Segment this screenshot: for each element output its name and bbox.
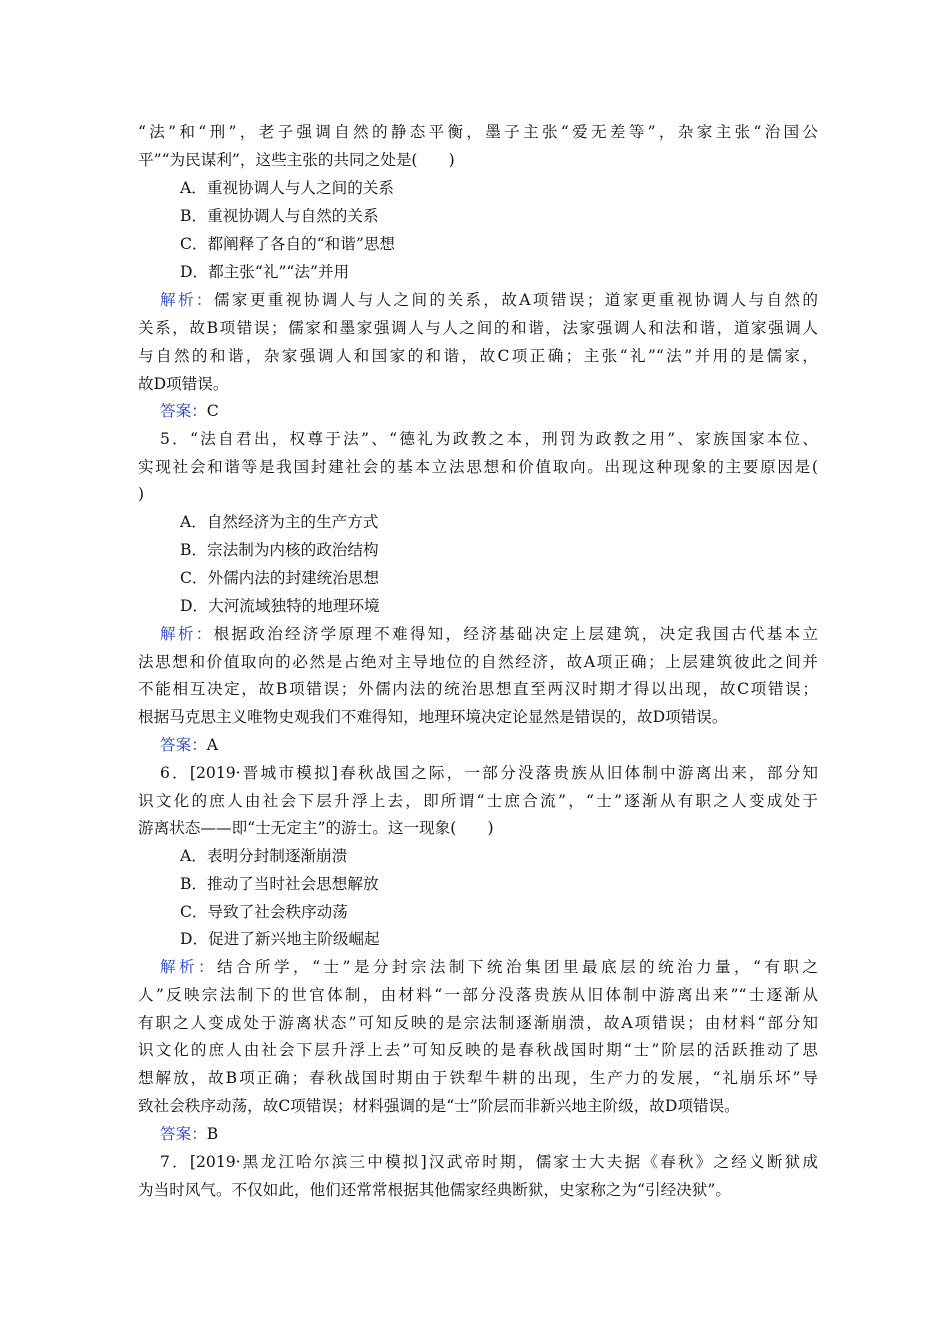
q7-stem-line: 为当时风气。不仅如此，他们还常常根据其他儒家经典断狱，史家称之为“引经决狱”。 [138, 1181, 731, 1199]
answer-value: A [206, 736, 219, 754]
q5-analysis-line [160, 624, 818, 644]
q6-stem-line: 6．[2019·晋城市模拟]春秋战国之际，一部分没落贵族从旧体制中游离出来，部分知 [160, 764, 818, 782]
answer-value: B [206, 1125, 219, 1143]
q4-analysis-line: 与自然的和谐，杂家强调人和国家的和谐，故C项正确；主张“礼”“法”并用的是儒家， [138, 347, 818, 365]
q6-analysis-line: 人”反映宗法制下的世官体制，由材料“一部分没落贵族从旧体制中游离出来”“士逐渐从 [138, 986, 818, 1004]
q6-analysis-line: 有职之人变成处于游离状态”可知反映的是宗法制逐渐崩溃，故A项错误；由材料“部分知 [138, 1014, 818, 1032]
q5-option-b: B．宗法制为内核的政治结构 [180, 541, 379, 559]
q4-analysis-line [160, 290, 818, 310]
q5-analysis-line: 根据马克思主义唯物史观我们不难得知，地理环境决定论显然是错误的，故D项错误。 [138, 708, 728, 726]
q6-option-d: D．促进了新兴地主阶级崛起 [180, 930, 380, 948]
q4-option-c: C．都阐释了各自的“和谐”思想 [180, 235, 396, 253]
q5-analysis-line: 法思想和价值取向的必然是占绝对主导地位的自然经济，故A项正确；上层建筑彼此之间并 [138, 653, 818, 671]
q6-option-b: B．推动了当时社会思想解放 [180, 875, 379, 893]
answer-label: 答案： [160, 736, 207, 754]
q6-analysis-line [160, 957, 818, 977]
analysis-text: 根据政治经济学原理不难得知，经济基础决定上层建筑，决定我国古代基本立 [213, 625, 818, 643]
analysis-text: 结合所学，“士”是分封宗法制下统治集团里最底层的统治力量，“有职之 [217, 958, 818, 976]
q7-stem-line: 7．[2019·黑龙江哈尔滨三中模拟]汉武帝时期，儒家士大夫据《春秋》之经义断狱成 [160, 1153, 818, 1171]
q5-option-c: C．外儒内法的封建统治思想 [180, 569, 380, 587]
analysis-label: 解析： [160, 958, 218, 976]
q5-answer [160, 735, 818, 755]
q5-option-a: A．自然经济为主的生产方式 [180, 513, 379, 531]
q4-analysis-line: 故D项错误。 [138, 375, 229, 393]
analysis-label: 解析： [160, 625, 214, 643]
answer-value: C [206, 402, 219, 420]
q4-answer [160, 401, 818, 421]
analysis-text: 儒家更重视协调人与人之间的关系，故A项错误；道家更重视协调人与自然的 [213, 291, 818, 309]
q6-analysis-line: 识文化的庶人由社会下层升浮上去”可知反映的是春秋战国时期“士”阶层的活跃推动了思 [138, 1041, 818, 1059]
q6-analysis-line: 致社会秩序动荡，故C项错误；材料强调的是“士”阶层而非新兴地主阶级，故D项错误。 [138, 1097, 740, 1115]
q5-stem-line: 5．“法自君出，权尊于法”、“德礼为政教之本，刑罚为政教之用”、家族国家本位、 [160, 430, 818, 448]
q6-answer [160, 1124, 818, 1144]
q6-analysis-line: 想解放，故B项正确；春秋战国时期由于铁犁牛耕的出现，生产力的发展，“礼崩乐坏”导 [138, 1069, 818, 1087]
q4-option-b: B．重视协调人与自然的关系 [180, 207, 379, 225]
q6-stem-line: 识文化的庶人由社会下层升浮上去，即所谓“士庶合流”，“士”逐渐从有职之人变成处于 [138, 792, 818, 810]
q4-analysis-line: 关系，故B项错误；儒家和墨家强调人与人之间的和谐，法家强调人和法和谐，道家强调人 [138, 319, 818, 337]
q6-option-c: C．导致了社会秩序动荡 [180, 903, 348, 921]
q4-option-a: A．重视协调人与人之间的关系 [180, 179, 394, 197]
answer-label: 答案： [160, 1125, 207, 1143]
q4-stem-line: 平”“为民谋利”，这些主张的共同之处是( ) [138, 151, 455, 169]
q5-analysis-line: 不能相互决定，故B项错误；外儒内法的统治思想直至两汉时期才得以出现，故C项错误； [138, 680, 818, 698]
q4-stem-line: “法”和“刑”，老子强调自然的静态平衡，墨子主张“爱无差等”，杂家主张“治国公 [138, 123, 818, 141]
q4-option-d: D．都主张“礼”“法”并用 [180, 263, 350, 281]
q6-option-a: A．表明分封制逐渐崩溃 [180, 847, 348, 865]
analysis-label: 解析： [160, 291, 214, 309]
q6-stem-line: 游离状态——即“士无定主”的游士。这一现象( ) [138, 819, 494, 837]
q5-stem-line: 实现社会和谐等是我国封建社会的基本立法思想和价值取向。出现这种现象的主要原因是( [138, 458, 818, 476]
q5-stem-line: ) [138, 485, 145, 503]
q5-option-d: D．大河流域独特的地理环境 [180, 597, 380, 615]
answer-label: 答案： [160, 402, 207, 420]
